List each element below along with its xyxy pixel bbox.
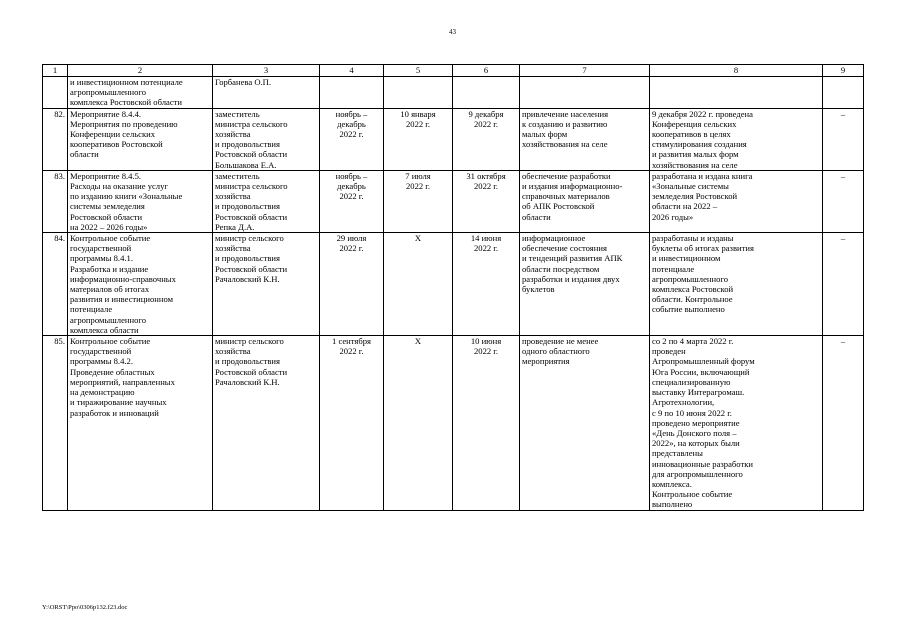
actual-result-cell: разработана и издана книга «Зональные системы земледелия Ростовской области на 2022 – 2026 годы» [650,170,823,232]
problems-cell: – [823,108,864,170]
actual-end-cell: 31 октября 2022 г. [453,170,520,232]
responsible-cell: Горбанева О.П. [213,77,320,109]
event-cell: и инвестиционном потенциале агропромышленного комплекса Ростовской области [68,77,213,109]
row-number-cell: 82. [43,108,68,170]
actual-end-cell [453,77,520,109]
actual-start-cell: Х [384,233,453,336]
planned-date-cell: ноябрь – декабрь 2022 г. [320,170,384,232]
row-number-cell [43,77,68,109]
event-cell: Контрольное событие государственной программы 8.4.2. Проведение областных мероприятий, направленных на демонстрацию и тиражирование научных разработок и инноваций [68,336,213,510]
actual-result-cell [650,77,823,109]
problems-cell: – [823,233,864,336]
report-table [42,64,864,511]
header-cell-8: 8 [650,65,823,77]
page-number: 43 [449,28,456,36]
actual-start-cell: 10 января 2022 г. [384,108,453,170]
responsible-cell: министр сельского хозяйства и продовольствия Ростовской области Рачаловский К.Н. [213,336,320,510]
table-row-84 [43,233,864,336]
table-row-continuation [43,77,864,109]
header-cell-9: 9 [823,65,864,77]
actual-result-cell: 9 декабря 2022 г. проведена Конференция сельских кооперативов в целях стимулирования создания и развития малых форм хозяйствования на селе [650,108,823,170]
actual-end-cell: 14 июня 2022 г. [453,233,520,336]
event-cell: Мероприятие 8.4.4. Мероприятия по проведению Конференции сельских кооперативов Ростовской области [68,108,213,170]
actual-end-cell: 10 июня 2022 г. [453,336,520,510]
actual-result-cell: разработаны и изданы буклеты об итогах развития и инвестиционном потенциале агропромышленного комплекса Ростовской области. Контрольное событие выполнено [650,233,823,336]
actual-result-cell: со 2 по 4 марта 2022 г. проведен Агропромышленный форум Юга России, включающий специализированную выставку Интерагромаш. Агротехнологии, с 9 по 10 июня 2022 г. проведено мероприятие «День Донского поля – 2022», на которых были представлены инновационные разработки для агропромышленного комплекса. Контрольное событие выполнено [650,336,823,510]
table-row-82 [43,108,864,170]
row-number-cell: 83. [43,170,68,232]
header-cell-3: 3 [213,65,320,77]
planned-result-cell: привлечение населения к созданию и развитию малых форм хозяйствования на селе [520,108,650,170]
row-number-cell: 85. [43,336,68,510]
table-row-83 [43,170,864,232]
actual-start-cell [384,77,453,109]
planned-result-cell: информационное обеспечение состояния и тенденций развития АПК области посредством разработки и издания двух буклетов [520,233,650,336]
responsible-cell: министр сельского хозяйства и продовольствия Ростовской области Рачаловский К.Н. [213,233,320,336]
planned-date-cell: ноябрь – декабрь 2022 г. [320,108,384,170]
actual-start-cell: Х [384,336,453,510]
actual-end-cell: 9 декабря 2022 г. [453,108,520,170]
planned-date-cell: 29 июля 2022 г. [320,233,384,336]
event-cell: Контрольное событие государственной программы 8.4.1. Разработка и издание информационно-справочных материалов об итогах развития и инвестиционном потенциале агропромышленного комплекса области [68,233,213,336]
header-cell-1: 1 [43,65,68,77]
problems-cell [823,77,864,109]
planned-result-cell: обеспечение разработки и издания информационно- справочных материалов об АПК Ростовской области [520,170,650,232]
event-cell: Мероприятие 8.4.5. Расходы на оказание услуг по изданию книги «Зональные системы земледелия Ростовской области на 2022 – 2026 годы» [68,170,213,232]
actual-start-cell: 7 июля 2022 г. [384,170,453,232]
planned-result-cell: проведение не менее одного областного мероприятия [520,336,650,510]
planned-date-cell [320,77,384,109]
table-header [43,65,864,77]
header-cell-2: 2 [68,65,213,77]
responsible-cell: заместитель министра сельского хозяйства и продовольствия Ростовской области Большакова Е.А. [213,108,320,170]
header-cell-6: 6 [453,65,520,77]
planned-result-cell [520,77,650,109]
table-body [43,77,864,511]
header-row [43,65,864,77]
planned-date-cell: 1 сентября 2022 г. [320,336,384,510]
footer-file-path: Y:\ORST\Ppo\0306p132.f23.doc [42,604,128,611]
problems-cell: – [823,170,864,232]
responsible-cell: заместитель министра сельского хозяйства и продовольствия Ростовской области Репка Д.А. [213,170,320,232]
problems-cell: – [823,336,864,510]
header-cell-7: 7 [520,65,650,77]
row-number-cell: 84. [43,233,68,336]
header-cell-4: 4 [320,65,384,77]
table-row-85 [43,336,864,510]
header-cell-5: 5 [384,65,453,77]
